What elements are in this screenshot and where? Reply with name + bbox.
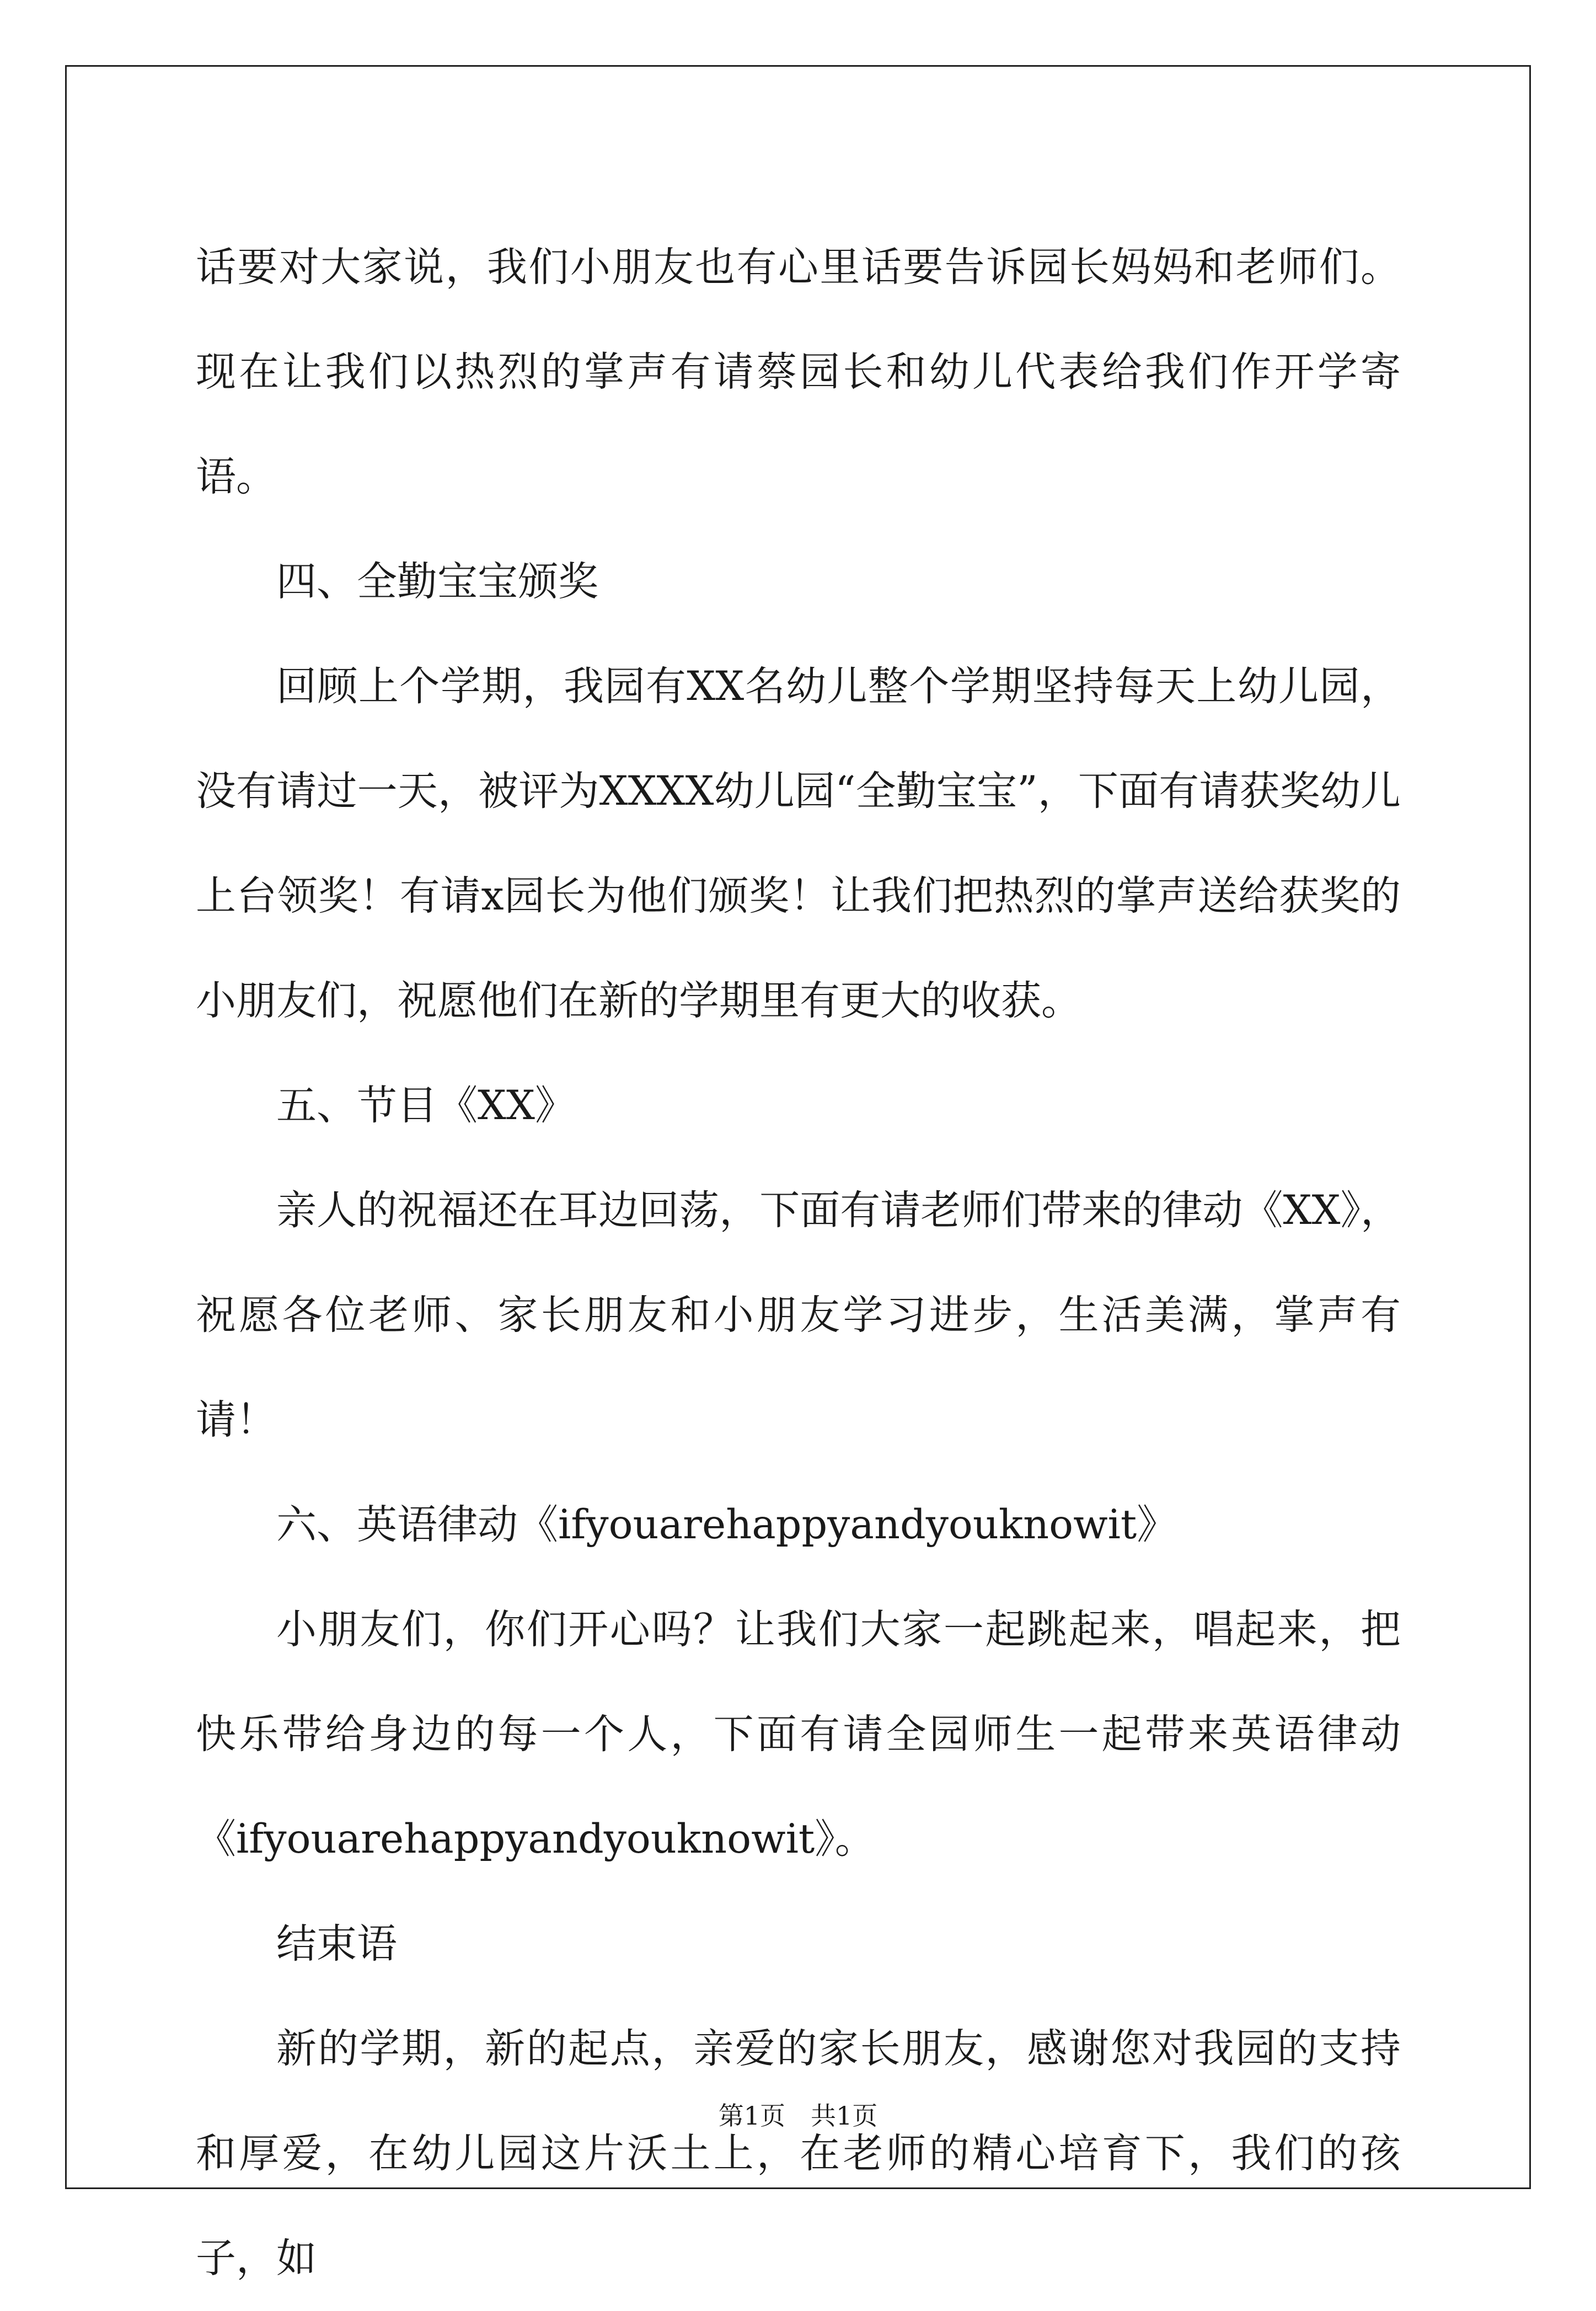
section-heading-6: 六、英语律动《ifyouarehappyandyouknowit》 <box>276 1501 1177 1548</box>
paragraph-2: 回顾上个学期，我园有XX名幼儿整个学期坚持每天上幼儿园，没有请过一天，被评为XXXX幼儿园“全勤宝宝”，下面有请获奖幼儿上台领奖！有请x园长为他们颁奖！让我们把热烈的掌声送给获奖的小朋友们，祝愿他们在新的学期里有更大的收获。 <box>196 663 1401 1024</box>
paragraph-5: 新的学期，新的起点，亲爱的家长朋友，感谢您对我园的支持和厚爱，在幼儿园这片沃土上，在老师的精心培育下，我们的孩子，如 <box>196 2025 1401 2282</box>
page-number-current: 第1页 <box>718 2101 785 2131</box>
section-heading-4: 四、全勤宝宝颁奖 <box>276 558 598 605</box>
paragraph-4: 小朋友们，你们开心吗？让我们大家一起跳起来，唱起来，把快乐带给身边的每一个人，下面有请全园师生一起带来英语律动《ifyouarehappyandyouknowit》。 <box>196 1606 1401 1863</box>
paragraph-1: 话要对大家说，我们小朋友也有心里话要告诉园长妈妈和老师们。现在让我们以热烈的掌声有请蔡园长和幼儿代表给我们作开学寄语。 <box>196 244 1401 500</box>
page-number-total: 共1页 <box>811 2101 878 2131</box>
document-body <box>196 215 1401 2311</box>
section-heading-5: 五、节目《XX》 <box>276 1082 575 1129</box>
page-footer <box>0 2096 1596 2132</box>
paragraph-3: 亲人的祝福还在耳边回荡，下面有请老师们带来的律动《XX》，祝愿各位老师、家长朋友和小朋友学习进步，生活美满，掌声有请！ <box>196 1187 1401 1443</box>
section-heading-closing: 结束语 <box>276 1921 397 1967</box>
